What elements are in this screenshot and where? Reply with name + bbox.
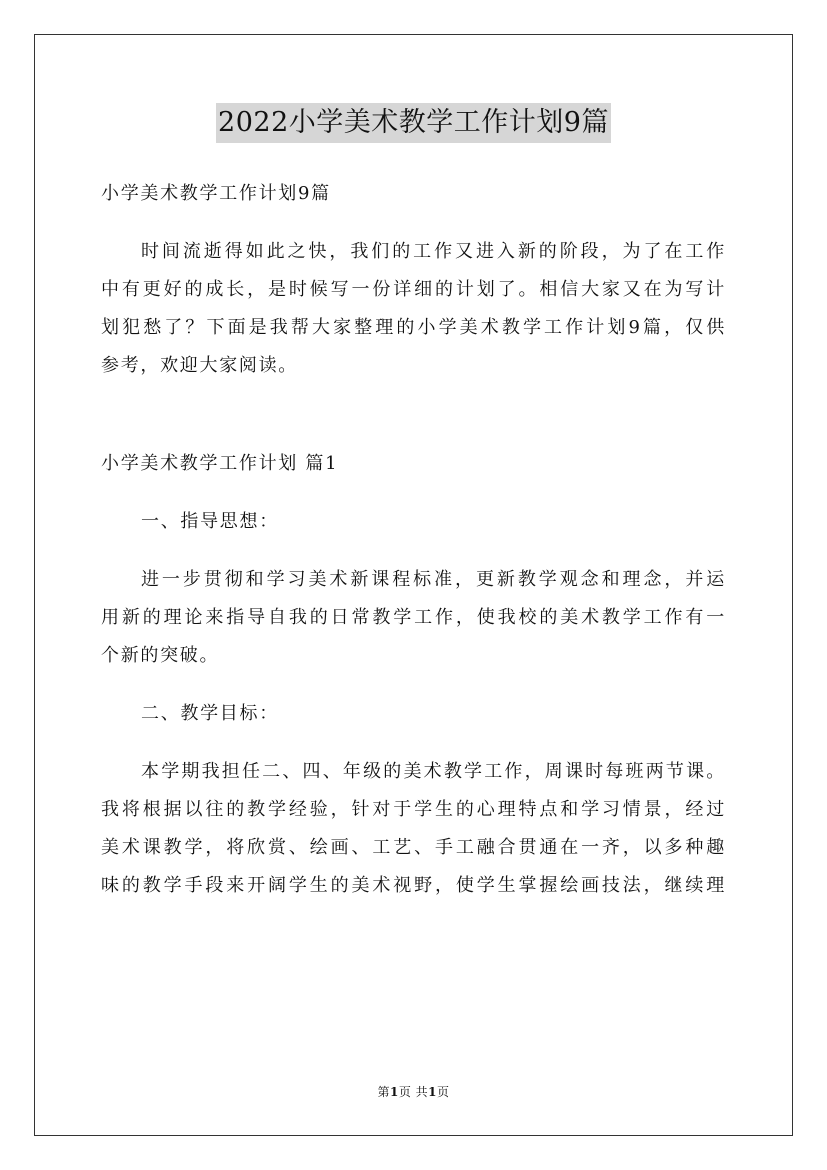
intro-line: 时间流逝得如此之快，我们的工作又进入新的阶段，为了在工作 [141,241,726,262]
section-heading: 小学美术教学工作计划 篇1 [101,453,339,474]
teaching-goals-paragraph [101,753,726,905]
document-title-text: 2022小学美术教学工作计划9篇 [216,103,611,143]
intro-line: 划犯愁了？下面是我帮大家整理的小学美术教学工作计划9篇，仅供 [101,317,726,338]
guiding-ideology-paragraph [101,561,726,675]
point-heading-guiding-ideology: 一、指导思想： [141,511,279,532]
intro-line: 参考，欢迎大家阅读。 [101,355,298,376]
page-mid: 页 共 [398,1085,429,1099]
page-prefix: 第 [377,1085,390,1099]
intro-paragraph [101,233,726,385]
paragraph-line: 个新的突破。 [101,645,220,666]
point-heading-teaching-goals: 二、教学目标： [141,703,279,724]
paragraph-line: 本学期我担任二、四、年级的美术教学工作，周课时每班两节课。 [141,761,726,782]
intro-line: 中有更好的成长，是时候写一份详细的计划了。相信大家又在为写计 [101,279,726,300]
page-footer [0,1084,827,1100]
document-title [0,101,827,143]
document-body [101,175,726,905]
page-total: 1 [428,1085,438,1099]
paragraph-line: 美术课教学，将欣赏、绘画、工艺、手工融合贯通在一齐，以多种趣 [101,837,726,858]
page-suffix: 页 [437,1085,450,1099]
paragraph-line: 我将根据以往的教学经验，针对于学生的心理特点和学习情景，经过 [101,799,726,820]
paragraph-line: 用新的理论来指导自我的日常教学工作，使我校的美术教学工作有一 [101,607,726,628]
subtitle: 小学美术教学工作计划9篇 [101,183,331,204]
paragraph-line: 味的教学手段来开阔学生的美术视野，使学生掌握绘画技法，继续理 [101,875,726,896]
page-current: 1 [389,1085,399,1099]
paragraph-line: 进一步贯彻和学习美术新课程标准，更新教学观念和理念，并运 [141,569,726,590]
